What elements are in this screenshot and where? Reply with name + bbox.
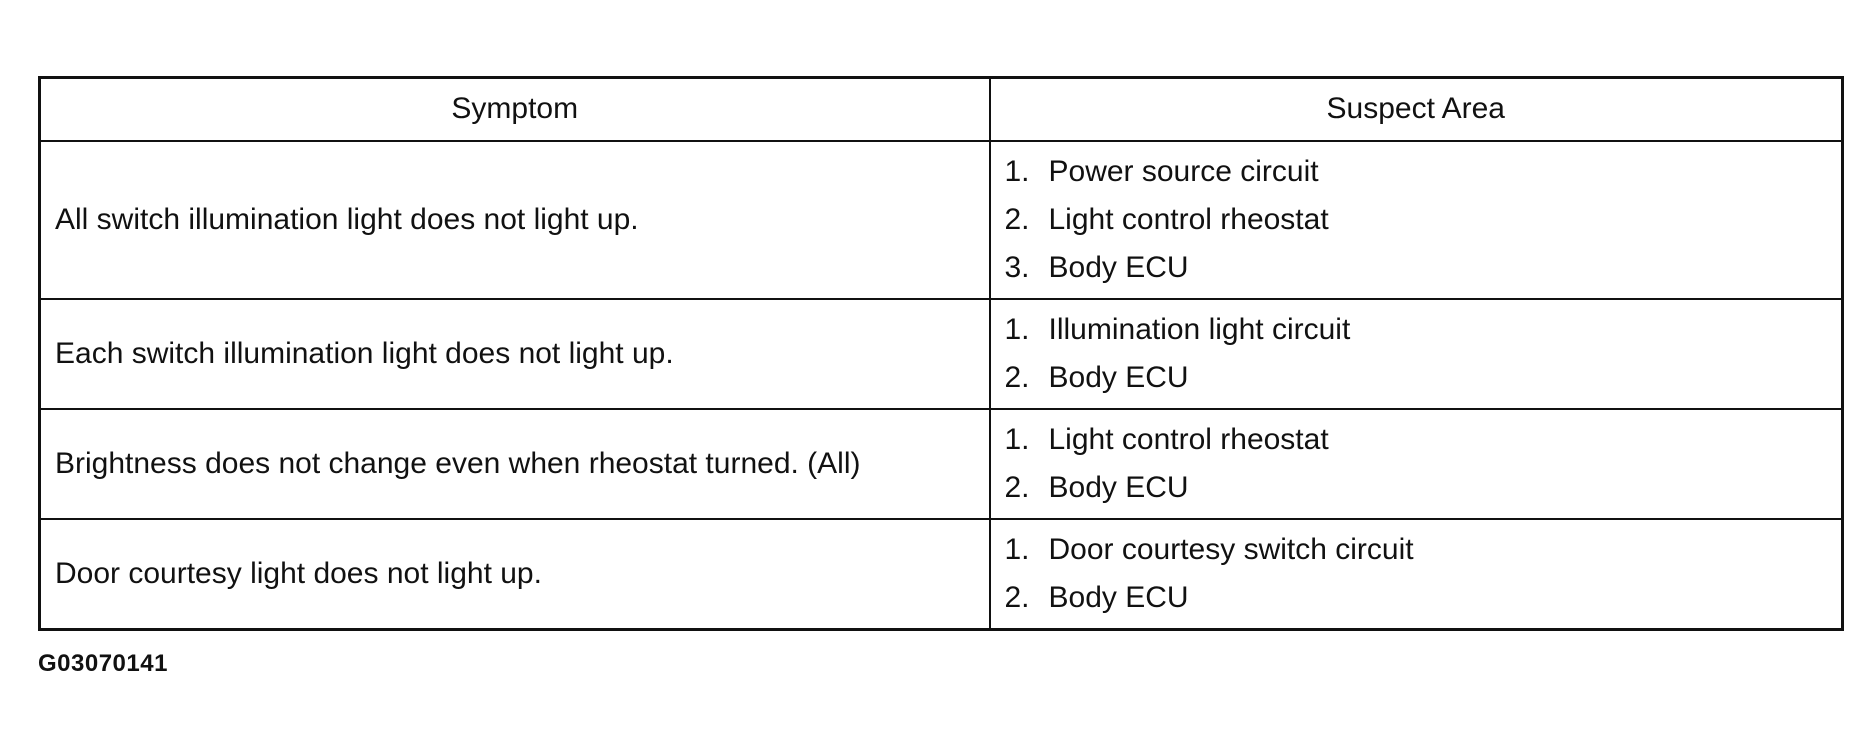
- item-number: 1.: [1004, 532, 1030, 566]
- item-number: 2.: [1004, 470, 1030, 504]
- figure-id-label: G03070141: [38, 650, 168, 677]
- symptom-cell: All switch illumination light does not light up.: [40, 141, 990, 299]
- table-row: [40, 141, 1843, 299]
- item-number: 1.: [1004, 312, 1030, 346]
- item-text: Body ECU: [1048, 470, 1189, 504]
- item-text: Body ECU: [1048, 580, 1189, 614]
- suspect-area-cell: [990, 519, 1843, 630]
- symptom-cell: Brightness does not change even when rheostat turned. (All): [40, 409, 990, 519]
- table-row: [40, 519, 1843, 630]
- item-text: Light control rheostat: [1048, 422, 1329, 456]
- suspect-area-list: [1005, 306, 1828, 402]
- suspect-area-list: [1005, 526, 1828, 622]
- suspect-area-cell: [990, 141, 1843, 299]
- symptom-cell: Each switch illumination light does not light up.: [40, 299, 990, 409]
- item-text: Door courtesy switch circuit: [1048, 532, 1414, 566]
- suspect-area-cell: [990, 299, 1843, 409]
- item-text: Body ECU: [1048, 250, 1189, 284]
- header-symptom: Symptom: [40, 78, 990, 141]
- symptom-table: [38, 76, 1844, 631]
- suspect-area-item: [1005, 464, 1828, 512]
- item-text: Illumination light circuit: [1048, 312, 1351, 346]
- suspect-area-item: [1005, 196, 1828, 244]
- item-text: Power source circuit: [1048, 154, 1319, 188]
- suspect-area-item: [1005, 416, 1828, 464]
- suspect-area-list: [1005, 416, 1828, 512]
- suspect-area-item: [1005, 306, 1828, 354]
- table-header-row: [40, 78, 1843, 141]
- item-number: 1.: [1004, 422, 1030, 456]
- item-text: Body ECU: [1048, 360, 1189, 394]
- suspect-area-item: [1005, 244, 1828, 292]
- item-text: Light control rheostat: [1048, 202, 1329, 236]
- suspect-area-cell: [990, 409, 1843, 519]
- table-row: [40, 409, 1843, 519]
- suspect-area-item: [1005, 354, 1828, 402]
- item-number: 2.: [1004, 580, 1030, 614]
- item-number: 2.: [1004, 360, 1030, 394]
- table-row: [40, 299, 1843, 409]
- header-suspect-area: Suspect Area: [990, 78, 1843, 141]
- item-number: 3.: [1004, 250, 1030, 284]
- suspect-area-item: [1005, 526, 1828, 574]
- suspect-area-item: [1005, 148, 1828, 196]
- item-number: 2.: [1004, 202, 1030, 236]
- symptom-cell: Door courtesy light does not light up.: [40, 519, 990, 630]
- item-number: 1.: [1004, 154, 1030, 188]
- suspect-area-list: [1005, 148, 1828, 292]
- suspect-area-item: [1005, 574, 1828, 622]
